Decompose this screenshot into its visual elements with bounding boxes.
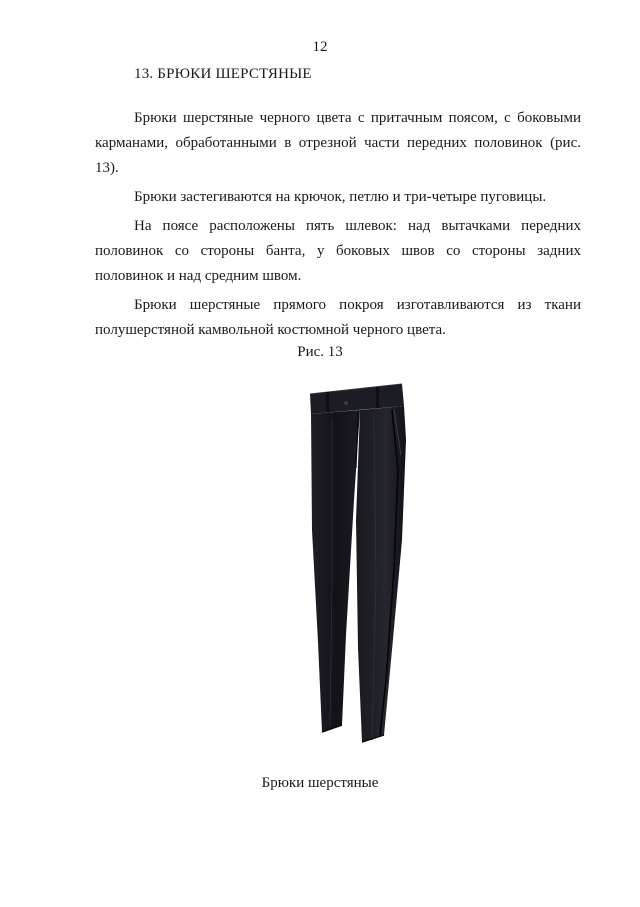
page-number: 12	[312, 39, 328, 55]
left-leg	[311, 410, 360, 732]
document-page	[2, 2, 638, 903]
trousers-illustration	[302, 380, 422, 765]
paragraph-3: На поясе расположены пять шлевок: над вытачками передних половинок со стороны банта, у боковых швов со стороны задних половинок и над средним швом.	[95, 218, 581, 284]
figure-label: Рис. 13	[297, 344, 343, 360]
right-leg	[356, 406, 406, 742]
belt-loop	[326, 392, 329, 412]
figure-caption: Брюки шерстяные	[261, 775, 379, 791]
paragraph-1: Брюки шерстяные черного цвета с притачным поясом, с боковыми карманами, обработанными в отрезной части передних половинок (рис. 13).	[95, 110, 581, 176]
section-heading: 13. БРЮКИ ШЕРСТЯНЫЕ	[134, 66, 312, 82]
belt-loop	[376, 387, 379, 408]
button-icon	[344, 401, 348, 405]
body-text	[95, 106, 581, 347]
paragraph-4: Брюки шерстяные прямого покроя изготавливаются из ткани полушерстяной камвольной костюмной черного цвета.	[95, 297, 581, 338]
paragraph-2: Брюки застегиваются на крючок, петлю и три-четыре пуговицы.	[134, 189, 547, 205]
